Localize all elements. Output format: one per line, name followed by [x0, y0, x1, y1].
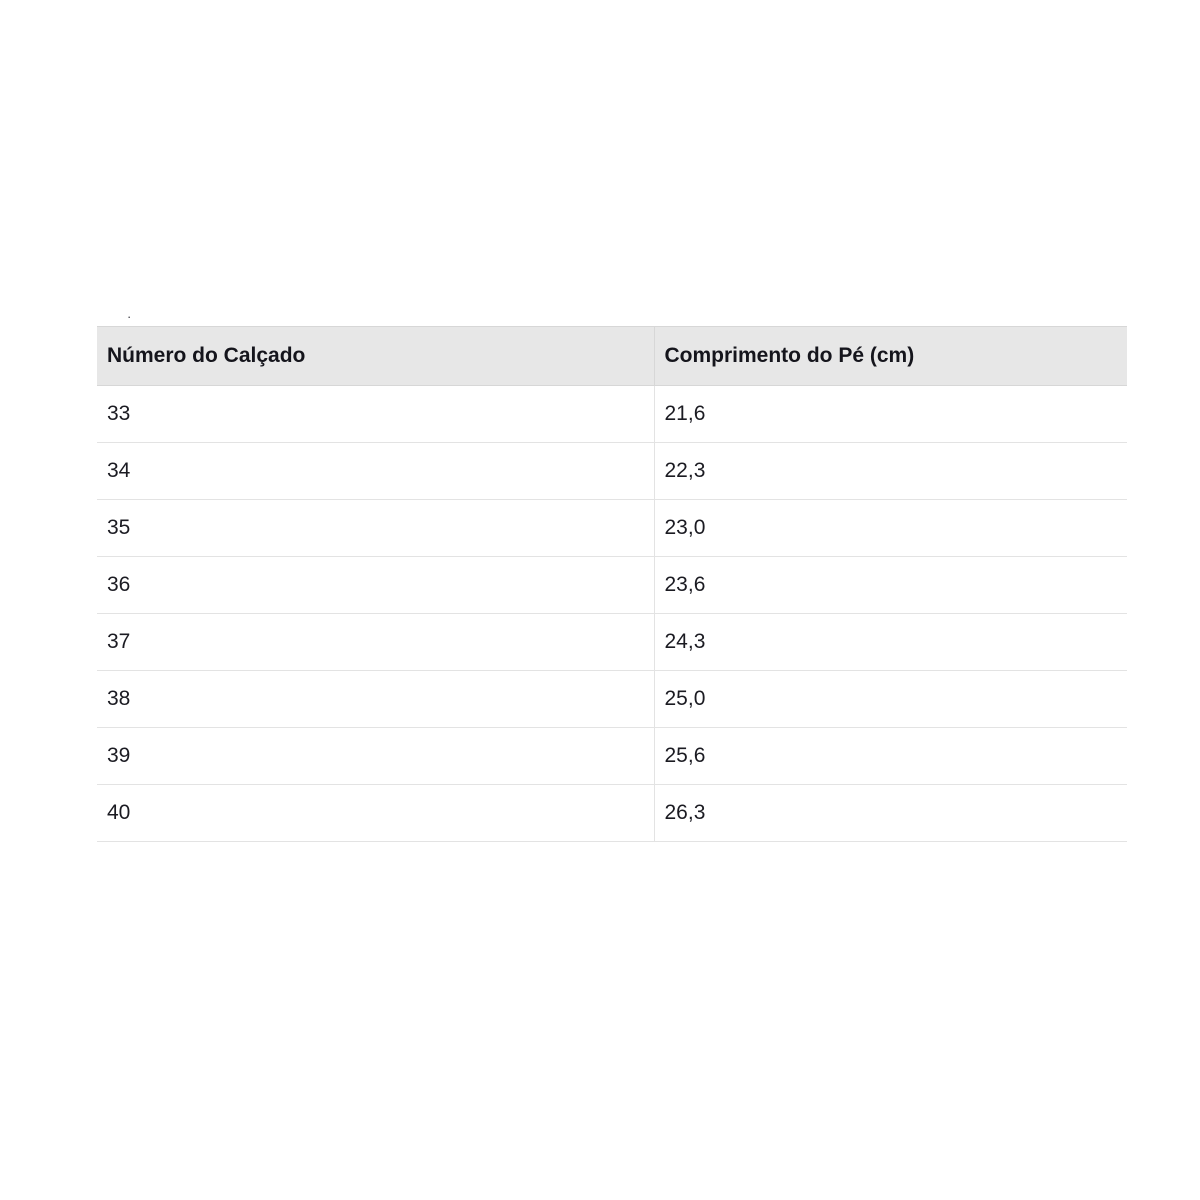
- shoe-size-table: [97, 326, 1127, 842]
- cell-shoe-size: 40: [97, 785, 654, 842]
- size-chart-container: [97, 310, 1127, 842]
- cell-foot-length: 24,3: [654, 614, 1127, 671]
- table-row: [97, 614, 1127, 671]
- cell-foot-length: 22,3: [654, 443, 1127, 500]
- cell-foot-length: 23,0: [654, 500, 1127, 557]
- cell-foot-length: 26,3: [654, 785, 1127, 842]
- cell-foot-length: 25,0: [654, 671, 1127, 728]
- table-row: [97, 671, 1127, 728]
- leading-mark: ·: [127, 309, 132, 324]
- cell-shoe-size: 34: [97, 443, 654, 500]
- table-row: [97, 443, 1127, 500]
- cell-shoe-size: 38: [97, 671, 654, 728]
- table-row: [97, 785, 1127, 842]
- cell-shoe-size: 36: [97, 557, 654, 614]
- table-row: [97, 728, 1127, 785]
- column-header-shoe-size: Número do Calçado: [97, 327, 654, 386]
- column-header-foot-length: Comprimento do Pé (cm): [654, 327, 1127, 386]
- table-row: [97, 500, 1127, 557]
- cell-shoe-size: 39: [97, 728, 654, 785]
- table-row: [97, 386, 1127, 443]
- cell-shoe-size: 37: [97, 614, 654, 671]
- cell-shoe-size: 35: [97, 500, 654, 557]
- cell-foot-length: 23,6: [654, 557, 1127, 614]
- table-header: [97, 327, 1127, 386]
- cell-foot-length: 21,6: [654, 386, 1127, 443]
- cell-shoe-size: 33: [97, 386, 654, 443]
- cell-foot-length: 25,6: [654, 728, 1127, 785]
- table-body: [97, 386, 1127, 842]
- table-header-row: [97, 327, 1127, 386]
- table-row: [97, 557, 1127, 614]
